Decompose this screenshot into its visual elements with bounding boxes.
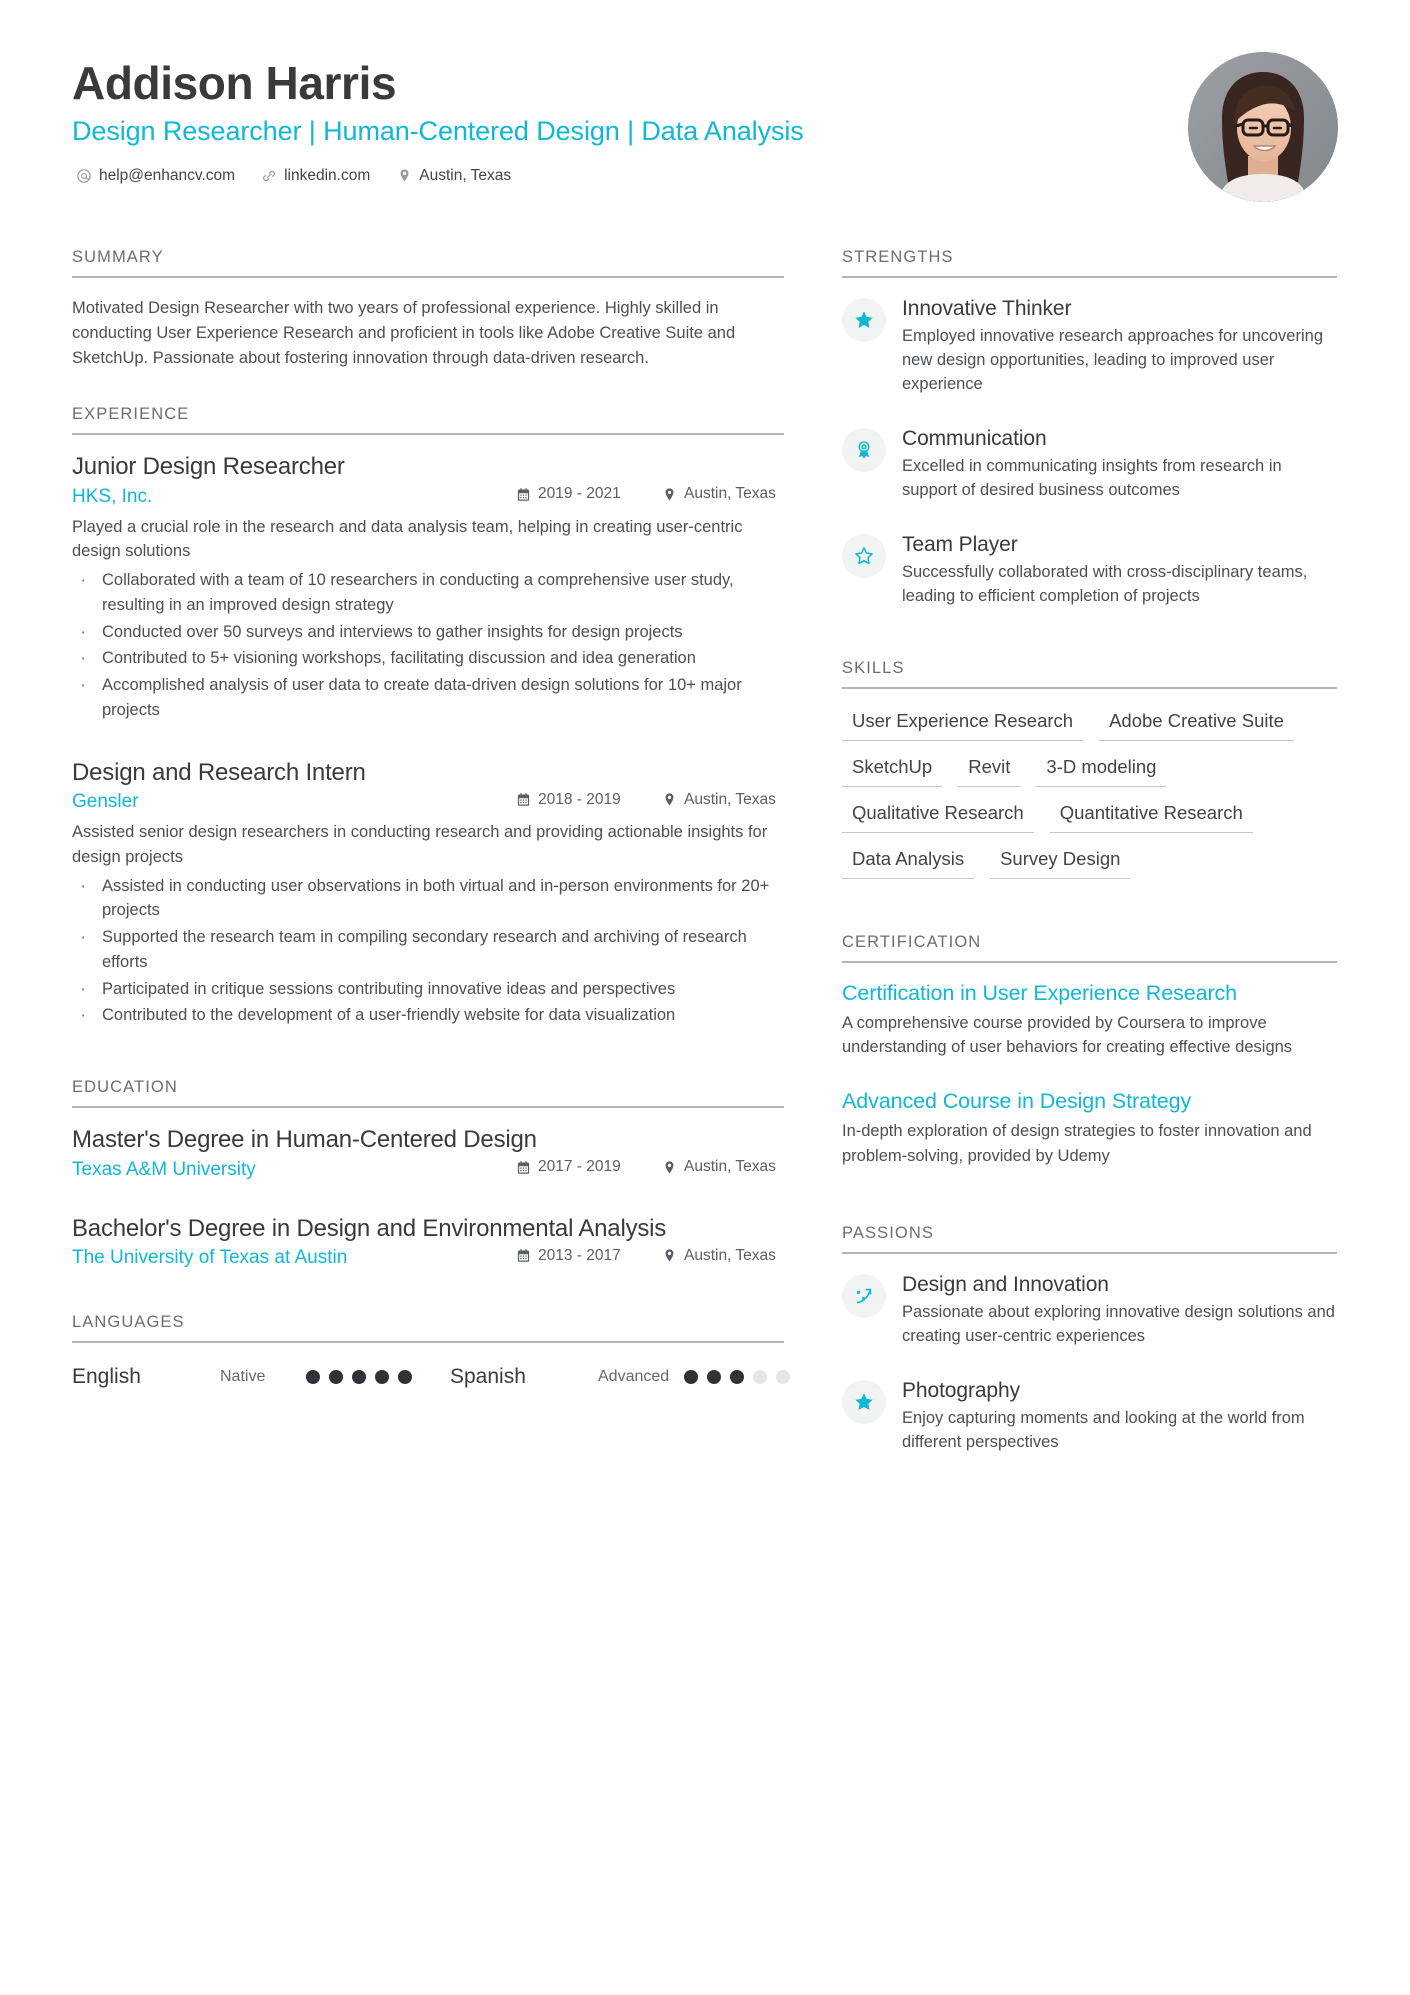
page-title: Addison Harris bbox=[72, 57, 397, 109]
calendar-icon bbox=[516, 1160, 531, 1175]
education-meta bbox=[72, 1247, 784, 1270]
rating-dot bbox=[707, 1370, 721, 1384]
education-entry bbox=[72, 1126, 784, 1181]
skill-tag: Revit bbox=[958, 753, 1020, 787]
calendar-icon bbox=[516, 792, 531, 807]
rating-dot bbox=[753, 1370, 767, 1384]
passion-body bbox=[902, 1378, 1337, 1454]
resume-header bbox=[72, 52, 1338, 202]
experience-dates-label: 2018 - 2019 bbox=[538, 790, 621, 808]
experience-dates-label: 2019 - 2021 bbox=[538, 485, 621, 503]
location-pin-icon bbox=[662, 1248, 677, 1263]
education-school: Texas A&M University bbox=[72, 1158, 256, 1180]
strength-title: Communication bbox=[902, 427, 1047, 451]
right-column bbox=[842, 248, 1337, 1488]
rating-dot bbox=[329, 1370, 343, 1384]
skill-tag: Quantitative Research bbox=[1050, 799, 1253, 833]
section-title-languages: LANGUAGES bbox=[72, 1313, 784, 1343]
experience-bullet: · Assisted in conducting user observations in both virtual and in-person environments for 20+ projects bbox=[72, 874, 784, 924]
experience-location-label: Austin, Texas bbox=[684, 790, 776, 808]
experience-dates bbox=[516, 485, 636, 503]
education-degree: Bachelor's Degree in Design and Environmental Analysis bbox=[72, 1214, 667, 1242]
section-strengths bbox=[842, 248, 1337, 609]
strength-description: Employed innovative research approaches for uncovering new design opportunities, leading to improved user experience bbox=[902, 327, 1323, 394]
section-title-skills: SKILLS bbox=[842, 659, 1337, 689]
education-location bbox=[662, 1247, 784, 1265]
language-name: English bbox=[72, 1365, 141, 1389]
strength-body bbox=[902, 296, 1337, 396]
rating-dot bbox=[375, 1370, 389, 1384]
section-title-certification: CERTIFICATION bbox=[842, 933, 1337, 963]
rating-dot bbox=[730, 1370, 744, 1384]
education-dates bbox=[516, 1247, 636, 1265]
experience-bullet: · Accomplished analysis of user data to create data-driven design solutions for 10+ major projects bbox=[72, 673, 784, 723]
section-title-strengths: STRENGTHS bbox=[842, 248, 1337, 278]
strength-item bbox=[842, 296, 1337, 396]
skill-tag: Adobe Creative Suite bbox=[1099, 707, 1294, 741]
strength-body bbox=[902, 532, 1337, 608]
passion-item bbox=[842, 1378, 1337, 1454]
experience-entry bbox=[72, 453, 784, 723]
experience-role: Design and Research Intern bbox=[72, 758, 366, 786]
contact-linkedin[interactable] bbox=[261, 167, 370, 185]
section-passions bbox=[842, 1224, 1337, 1454]
education-entry bbox=[72, 1215, 784, 1270]
skill-tag: SketchUp bbox=[842, 753, 942, 787]
education-meta-bits bbox=[516, 1247, 784, 1265]
experience-bullets bbox=[72, 874, 784, 1029]
strength-description: Successfully collaborated with cross-disciplinary teams, leading to efficient completion of projects bbox=[902, 563, 1308, 606]
certification-item bbox=[842, 1089, 1337, 1167]
language-rating-dots bbox=[684, 1370, 790, 1384]
experience-bullet: · Participated in critique sessions contributing innovative ideas and perspectives bbox=[72, 977, 784, 1002]
star-outline-icon bbox=[842, 534, 886, 578]
contact-row bbox=[72, 167, 804, 185]
section-title-summary: SUMMARY bbox=[72, 248, 784, 278]
certification-description: A comprehensive course provided by Coursera to improve understanding of user behaviors for creating effective designs bbox=[842, 1014, 1293, 1057]
contact-location-label: Austin, Texas bbox=[419, 166, 512, 184]
rocket-trajectory-icon bbox=[842, 1274, 886, 1318]
experience-bullet: · Conducted over 50 surveys and interviews to gather insights for design projects bbox=[72, 620, 784, 645]
experience-bullet: · Supported the research team in compiling secondary research and archiving of research efforts bbox=[72, 925, 784, 975]
experience-bullet: · Contributed to the development of a user-friendly website for data visualization bbox=[72, 1003, 784, 1028]
left-column bbox=[72, 248, 784, 1423]
experience-meta-bits bbox=[516, 485, 784, 503]
experience-bullets bbox=[72, 568, 784, 723]
education-location-label: Austin, Texas bbox=[684, 1246, 776, 1264]
section-certification bbox=[842, 933, 1337, 1167]
experience-location bbox=[662, 485, 784, 503]
passion-body bbox=[902, 1272, 1337, 1348]
strength-title: Team Player bbox=[902, 533, 1018, 557]
location-pin-icon bbox=[662, 1160, 677, 1175]
education-degree: Master's Degree in Human-Centered Design bbox=[72, 1126, 537, 1154]
section-experience bbox=[72, 405, 784, 1028]
section-title-education: EDUCATION bbox=[72, 1078, 784, 1108]
languages-row bbox=[72, 1361, 784, 1389]
experience-entry bbox=[72, 759, 784, 1029]
strength-item bbox=[842, 532, 1337, 608]
star-filled-icon bbox=[842, 1380, 886, 1424]
education-dates bbox=[516, 1158, 636, 1176]
skill-tag: Data Analysis bbox=[842, 845, 974, 879]
certification-title: Advanced Course in Design Strategy bbox=[842, 1089, 1192, 1114]
skills-list bbox=[842, 707, 1337, 880]
education-meta bbox=[72, 1158, 784, 1181]
experience-meta bbox=[72, 485, 784, 508]
calendar-icon bbox=[516, 487, 531, 502]
education-school: The University of Texas at Austin bbox=[72, 1247, 348, 1269]
education-dates-label: 2017 - 2019 bbox=[538, 1158, 621, 1176]
skill-tag: 3-D modeling bbox=[1036, 753, 1166, 787]
certification-item bbox=[842, 981, 1337, 1059]
calendar-icon bbox=[516, 1248, 531, 1263]
location-pin-icon bbox=[662, 792, 677, 807]
skill-tag: User Experience Research bbox=[842, 707, 1083, 741]
education-dates-label: 2013 - 2017 bbox=[538, 1246, 621, 1264]
strength-title: Innovative Thinker bbox=[902, 297, 1072, 320]
experience-dates bbox=[516, 791, 636, 809]
resume-columns bbox=[72, 248, 1338, 1488]
experience-description: Assisted senior design researchers in conducting research and providing actionable insights for design projects bbox=[72, 823, 768, 866]
passion-item bbox=[842, 1272, 1337, 1348]
experience-role: Junior Design Researcher bbox=[72, 453, 345, 481]
rating-dot bbox=[306, 1370, 320, 1384]
certification-title: Certification in User Experience Research bbox=[842, 981, 1238, 1006]
experience-location bbox=[662, 791, 784, 809]
summary-text: Motivated Design Researcher with two years of professional experience. Highly skilled in conducting User Experience Research and proficient in tools like Adobe Creative Suite and SketchUp. Passionate about fostering innovation through data-driven research. bbox=[72, 299, 736, 368]
strength-body bbox=[902, 426, 1337, 502]
rating-dot bbox=[684, 1370, 698, 1384]
experience-bullet: · Contributed to 5+ visioning workshops, facilitating discussion and idea generation bbox=[72, 646, 784, 671]
section-education bbox=[72, 1078, 784, 1269]
language-name: Spanish bbox=[450, 1365, 526, 1389]
experience-location-label: Austin, Texas bbox=[684, 485, 776, 503]
rating-dot bbox=[776, 1370, 790, 1384]
experience-company: HKS, Inc. bbox=[72, 485, 153, 507]
language-item-english bbox=[72, 1365, 412, 1389]
award-ribbon-icon bbox=[842, 428, 886, 472]
header-identity bbox=[72, 52, 804, 185]
star-filled-icon bbox=[842, 298, 886, 342]
contact-email-label: help@enhancv.com bbox=[99, 166, 236, 184]
section-title-experience: EXPERIENCE bbox=[72, 405, 784, 435]
passion-description: Passionate about exploring innovative design solutions and creating user-centric experiences bbox=[902, 1302, 1335, 1345]
contact-location bbox=[396, 167, 511, 185]
education-location bbox=[662, 1158, 784, 1176]
at-icon bbox=[76, 168, 92, 184]
experience-bullet: · Collaborated with a team of 10 researchers in conducting a comprehensive user study, resulting in an improved design strategy bbox=[72, 568, 784, 618]
certification-description: In-depth exploration of design strategies to foster innovation and problem-solving, provided by Udemy bbox=[842, 1122, 1312, 1165]
rating-dot bbox=[398, 1370, 412, 1384]
strength-item bbox=[842, 426, 1337, 502]
experience-meta-bits bbox=[516, 791, 784, 809]
contact-linkedin-label: linkedin.com bbox=[284, 166, 371, 184]
education-meta-bits bbox=[516, 1158, 784, 1176]
language-level: Native bbox=[220, 1368, 266, 1386]
professional-headline: Design Researcher | Human-Centered Design | Data Analysis bbox=[72, 115, 804, 146]
link-icon bbox=[261, 168, 277, 184]
language-level: Advanced bbox=[598, 1368, 670, 1386]
passion-title: Photography bbox=[902, 1378, 1020, 1402]
strength-description: Excelled in communicating insights from research in support of desired business outcomes bbox=[902, 457, 1282, 500]
section-skills bbox=[842, 659, 1337, 880]
section-title-passions: PASSIONS bbox=[842, 1224, 1337, 1254]
language-item-spanish bbox=[450, 1365, 790, 1389]
experience-meta bbox=[72, 791, 784, 814]
experience-company: Gensler bbox=[72, 791, 139, 813]
skill-tag: Qualitative Research bbox=[842, 799, 1034, 833]
location-pin-icon bbox=[662, 487, 677, 502]
language-rating-dots bbox=[306, 1370, 412, 1384]
skill-tag: Survey Design bbox=[990, 845, 1130, 879]
section-summary bbox=[72, 248, 784, 371]
passion-description: Enjoy capturing moments and looking at the world from different perspectives bbox=[902, 1408, 1305, 1451]
section-languages bbox=[72, 1313, 784, 1389]
location-pin-icon bbox=[396, 168, 412, 184]
avatar bbox=[1188, 52, 1338, 202]
contact-email[interactable] bbox=[76, 167, 235, 185]
education-location-label: Austin, Texas bbox=[684, 1158, 776, 1176]
passion-title: Design and Innovation bbox=[902, 1272, 1109, 1296]
experience-description: Played a crucial role in the research and data analysis team, helping in creating user-centric design solutions bbox=[72, 517, 743, 561]
rating-dot bbox=[352, 1370, 366, 1384]
